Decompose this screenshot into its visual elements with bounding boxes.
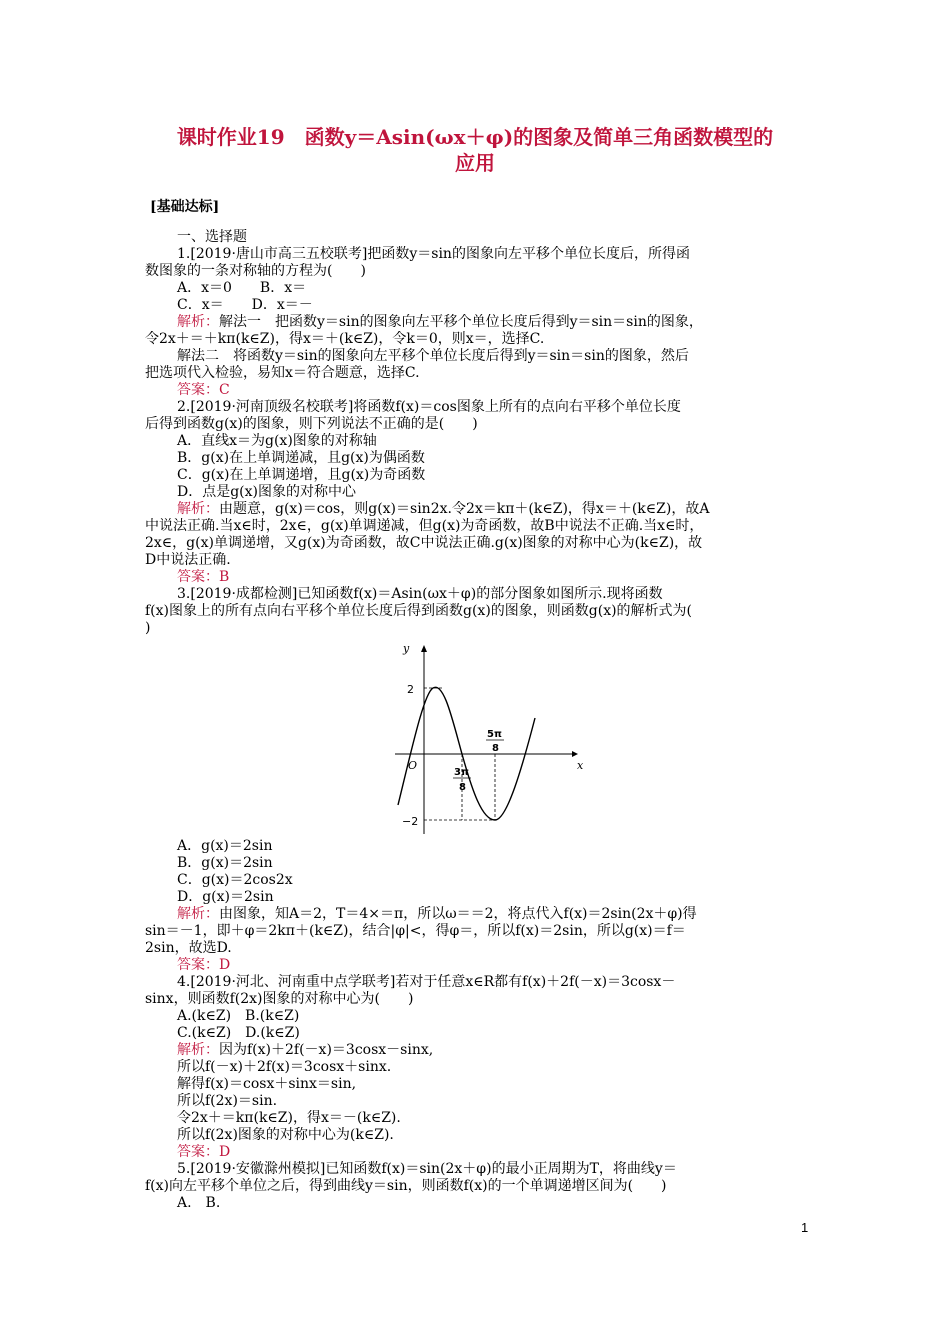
title-line-2: 应用 [455, 151, 495, 175]
text-line: 2x∈，g(x)单调递增，又g(x)为奇函数，故C中说法正确.g(x)图象的对称中心为(k∈Z)，故 [145, 535, 703, 551]
answer-line: 答案：C [177, 382, 230, 398]
solution-label: 解析： [177, 501, 219, 517]
solution-label: 解析： [177, 906, 219, 922]
question-5: 5.[2019·安徽滁州模拟]已知函数f(x)＝sin(2x＋φ)的最小正周期为T，将曲线y＝ [177, 1161, 677, 1177]
text-line: 解法二 将函数y＝sin的图象向左平移个单位长度后得到y＝sin＝sin的图象，然后 [177, 348, 689, 364]
option-line: C．g(x)在上单调递增，且g(x)为奇函数 [177, 467, 426, 483]
option-line: A.(k∈Z) B.(k∈Z) [177, 1008, 300, 1024]
answer-line: 答案：D [177, 1144, 231, 1160]
page-number: 1 [801, 1220, 809, 1235]
text-line: sinx，则函数f(2x)图象的对称中心为( ) [145, 991, 414, 1007]
answer-line: 答案：D [177, 957, 231, 973]
option-line: D．g(x)＝2sin [177, 889, 274, 905]
option-line: C．x＝ D．x＝－ [177, 297, 313, 313]
function-graph-figure [145, 638, 805, 836]
origin-label: O [408, 759, 418, 772]
page-title [110, 124, 840, 176]
option-line: A. B. [177, 1195, 221, 1211]
title-line-1: 课时作业19 函数y＝Asin(ωx＋φ)的图象及简单三角函数模型的 [176, 125, 774, 149]
solution-line: 解析：因为f(x)＋2f(－x)＝3cosx－sinx, [177, 1042, 434, 1058]
text-line: f(x)向左平移个单位之后，得到曲线y＝sin，则函数f(x)的一个单调递增区间为( ) [145, 1178, 667, 1194]
text-line: ) [145, 620, 151, 636]
x1-denominator: 8 [459, 782, 466, 793]
text-line: 后得到函数g(x)的图象，则下列说法不正确的是( ) [145, 416, 478, 432]
text-line: f(x)图象上的所有点向右平移个单位长度后得到函数g(x)的图象，则函数g(x)的解析式为( [145, 603, 693, 619]
option-line: A．直线x＝为g(x)图象的对称轴 [177, 433, 377, 449]
text-line: sin＝－1，即＋φ＝2kπ＋(k∈Z)，结合|φ|<，得φ＝，所以f(x)＝2sin，所以g(x)＝f＝ [145, 923, 686, 939]
question-1: 1.[2019·唐山市高三五校联考]把函数y＝sin的图象向左平移个单位长度后，所得函 [177, 246, 690, 262]
x1-numerator: 3π [454, 767, 469, 778]
text-line: 所以f(2x)＝sin. [177, 1093, 278, 1109]
option-line: B．g(x)＝2sin [177, 855, 273, 871]
option-line: B．g(x)在上单调递减，且g(x)为偶函数 [177, 450, 425, 466]
question-4: 4.[2019·河北、河南重中点学联考]若对于任意x∈R都有f(x)＋2f(－x)＝3cosx－ [177, 974, 676, 990]
x-axis-label: x [577, 759, 584, 772]
text-line: 解得f(x)＝cosx＋sinx＝sin, [177, 1076, 357, 1092]
question-3: 3.[2019·成都检测]已知函数f(x)＝Asin(ωx＋φ)的部分图象如图所示.现将函数 [177, 586, 663, 602]
question-2: 2.[2019·河南顶级名校联考]将函数f(x)＝cos图象上所有的点向右平移个单位长度 [177, 399, 681, 415]
option-line: A．x＝0 B．x＝ [177, 280, 307, 296]
option-line: C．g(x)＝2cos2x [177, 872, 293, 888]
answer-line: 答案：B [177, 569, 230, 585]
solution-line: 解析：解法一 把函数y＝sin的图象向左平移个单位长度后得到y＝sin＝sin的图象， [177, 314, 703, 330]
solution-line: 解析：由图象，知A＝2，T＝4×＝π，所以ω＝＝2，将点代入f(x)＝2sin(2x＋φ)得 [177, 906, 697, 922]
y-min-label: −2 [402, 815, 419, 828]
section-heading: [基础达标] [150, 199, 220, 215]
y-axis-arrow-icon [421, 645, 427, 652]
solution-label: 解析： [177, 314, 219, 330]
text-line: 所以f(2x)图象的对称中心为(k∈Z). [177, 1127, 394, 1143]
option-line: C.(k∈Z) D.(k∈Z) [177, 1025, 300, 1041]
option-line: A．g(x)＝2sin [177, 838, 273, 854]
text-line: 所以f(－x)＋2f(x)＝3cosx＋sinx. [177, 1059, 392, 1075]
text-line: 2sin，故选D. [145, 940, 232, 956]
document-body [145, 229, 805, 1212]
solution-label: 解析： [177, 1042, 219, 1058]
text-line: 令2x＋＝kπ(k∈Z)，得x＝－(k∈Z). [177, 1110, 401, 1126]
text-line: 把选项代入检验，易知x＝符合题意，选择C. [145, 365, 420, 381]
text-line: 令2x＋＝＋kπ(k∈Z)，得x＝＋(k∈Z)，令k＝0，则x＝，选择C. [145, 331, 545, 347]
y-max-label: 2 [407, 683, 414, 696]
function-graph [392, 638, 592, 836]
y-axis-label: y [403, 642, 410, 655]
solution-line: 解析：由题意，g(x)＝cos，则g(x)＝sin2x.令2x＝kπ＋(k∈Z)，得x＝＋(k∈Z)，故A [177, 501, 710, 517]
x2-numerator: 5π [487, 729, 502, 740]
text-line: 中说法正确.当x∈时，2x∈，g(x)单调递减，但g(x)为奇函数，故B中说法不正确.当x∈时， [145, 518, 704, 534]
x2-denominator: 8 [492, 743, 499, 754]
x-axis-arrow-icon [572, 751, 578, 757]
text-line: 一、选择题 [177, 229, 247, 245]
text-line: 数图象的一条对称轴的方程为( ) [145, 263, 366, 279]
option-line: D．点是g(x)图象的对称中心 [177, 484, 357, 500]
text-line: D中说法正确. [145, 552, 231, 568]
